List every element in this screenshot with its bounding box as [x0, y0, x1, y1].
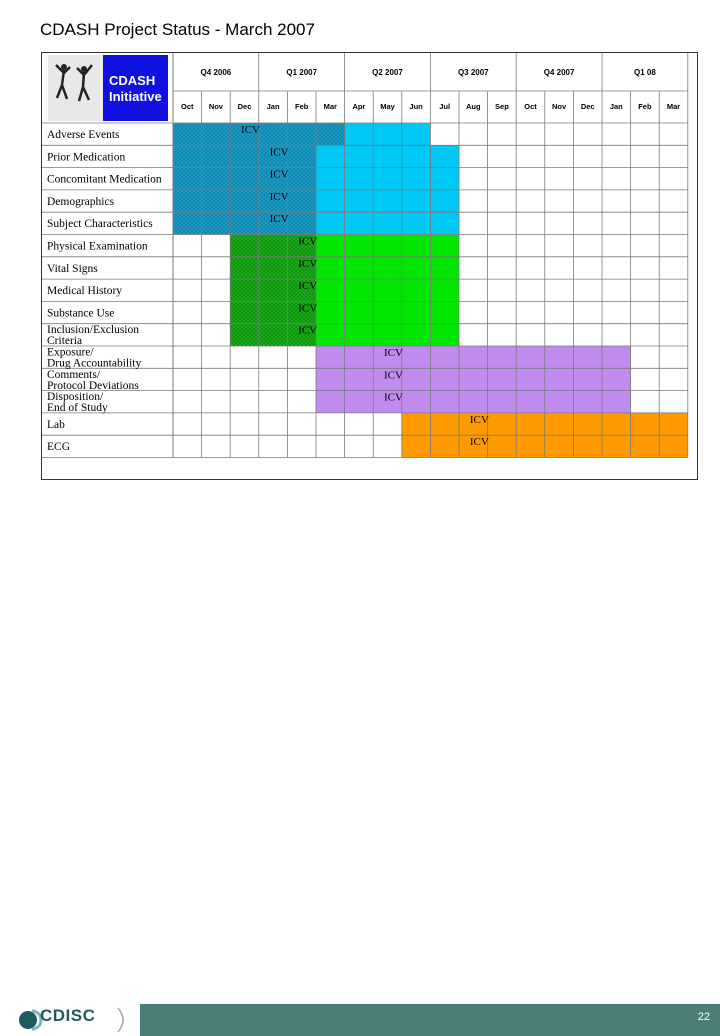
row-label: Prior Medication [47, 151, 126, 164]
status-cell [373, 123, 402, 145]
icv-marker: ICV [384, 347, 403, 359]
status-cell [545, 391, 574, 413]
quarter-label: Q1 2007 [286, 68, 318, 77]
status-cell [430, 168, 459, 190]
status-cell [287, 212, 316, 234]
status-cell [316, 279, 345, 301]
status-cell [202, 145, 231, 167]
status-cell [316, 212, 345, 234]
month-label: Feb [295, 102, 309, 111]
status-cell [402, 391, 431, 413]
status-cell [345, 212, 374, 234]
status-cell [373, 324, 402, 346]
month-label: Nov [208, 102, 223, 111]
month-label: Jan [266, 102, 280, 111]
row-label-line2: Drug Accountability [47, 357, 142, 370]
row-label: Inclusion/Exclusion [47, 324, 139, 337]
status-cell [545, 346, 574, 368]
status-cell [602, 435, 631, 457]
row-label: Adverse Events [47, 129, 120, 141]
status-cell [202, 123, 231, 145]
status-cell [373, 301, 402, 323]
status-chart [41, 52, 698, 480]
icv-marker: ICV [298, 302, 318, 315]
status-cell [488, 346, 517, 368]
status-cell [402, 235, 431, 257]
status-cell [573, 435, 602, 457]
status-cell [259, 324, 288, 346]
month-label: Mar [666, 102, 681, 111]
status-cell [459, 391, 488, 413]
status-cell [259, 123, 288, 145]
logo-line1: CDASH [109, 73, 156, 88]
status-cell [345, 235, 374, 257]
status-cell [345, 123, 374, 145]
status-cell [316, 257, 345, 279]
icv-marker: ICV [298, 324, 318, 337]
status-cell [545, 368, 574, 390]
status-cell [631, 435, 660, 457]
status-cell [430, 257, 459, 279]
footer [0, 496, 720, 1025]
row-label: Concomitant Medication [47, 173, 162, 186]
status-cell [230, 257, 259, 279]
status-cell [516, 435, 545, 457]
row-label: Physical Examination [47, 240, 148, 253]
icv-marker: ICV [469, 436, 489, 449]
month-label: Oct [524, 102, 537, 111]
brand-name: CDISC [40, 1006, 96, 1025]
cdash-logo [48, 55, 168, 121]
status-cell [602, 368, 631, 390]
status-cell [230, 235, 259, 257]
status-cell [373, 212, 402, 234]
status-cell [430, 413, 459, 435]
status-cell [659, 413, 688, 435]
status-cell [316, 324, 345, 346]
month-label: Sep [495, 102, 509, 111]
logo-line2: Initiative [109, 89, 162, 104]
status-cell [287, 123, 316, 145]
status-cell [430, 301, 459, 323]
status-cell [402, 346, 431, 368]
status-cell [545, 435, 574, 457]
quarter-label: Q2 2007 [372, 68, 403, 77]
status-cell [402, 257, 431, 279]
status-cell [345, 391, 374, 413]
row-label: Demographics [47, 195, 115, 208]
status-cell [316, 391, 345, 413]
page-number: 22 [697, 1011, 710, 1023]
status-cell [230, 190, 259, 212]
status-cell [430, 435, 459, 457]
status-cell [316, 168, 345, 190]
status-cell [316, 145, 345, 167]
icv-marker: ICV [269, 168, 289, 181]
month-label: May [380, 102, 395, 111]
status-cell [230, 145, 259, 167]
row-label: Vital Signs [47, 262, 98, 275]
status-cell [173, 145, 202, 167]
status-cell [287, 145, 316, 167]
month-label: Apr [352, 102, 366, 111]
status-cell [516, 368, 545, 390]
status-cell [373, 168, 402, 190]
row-label: Disposition/ [47, 391, 104, 404]
status-cell [345, 279, 374, 301]
status-cell [373, 145, 402, 167]
row-label: Comments/ [47, 368, 101, 381]
icv-marker: ICV [384, 391, 403, 404]
status-cell [173, 212, 202, 234]
status-cell [402, 168, 431, 190]
icv-marker: ICV [469, 413, 489, 426]
quarter-label: Q4 2007 [543, 68, 575, 77]
status-cell [345, 168, 374, 190]
month-label: Aug [466, 102, 481, 111]
month-label: Feb [638, 102, 652, 111]
row-label: Subject Characteristics [47, 218, 153, 231]
status-cell [573, 346, 602, 368]
row-label: Lab [47, 418, 65, 431]
row-label: Substance Use [47, 307, 115, 320]
status-cell [202, 190, 231, 212]
status-cell [602, 346, 631, 368]
status-cell [316, 368, 345, 390]
status-cell [373, 257, 402, 279]
month-label: Jul [439, 102, 451, 111]
status-cell [602, 413, 631, 435]
status-cell [402, 368, 431, 390]
status-cell [402, 435, 431, 457]
status-cell [373, 190, 402, 212]
status-cell [373, 235, 402, 257]
status-cell [287, 190, 316, 212]
status-cell [459, 346, 488, 368]
status-cell [230, 324, 259, 346]
status-cell [631, 413, 660, 435]
month-label: Oct [181, 102, 194, 111]
icv-marker: ICV [298, 280, 318, 293]
row-label: Medical History [47, 285, 123, 298]
status-cell [488, 391, 517, 413]
status-cell [259, 301, 288, 323]
month-label: Jan [609, 102, 623, 111]
status-cell [430, 279, 459, 301]
status-cell [402, 324, 431, 346]
status-cell [259, 257, 288, 279]
status-cell [573, 368, 602, 390]
status-cell [316, 190, 345, 212]
status-cell [488, 368, 517, 390]
quarter-label: Q3 2007 [457, 68, 489, 77]
status-cell [402, 190, 431, 212]
status-cell [430, 190, 459, 212]
status-cell [316, 346, 345, 368]
status-cell [402, 413, 431, 435]
status-cell [345, 145, 374, 167]
status-cell [573, 391, 602, 413]
status-cell [430, 346, 459, 368]
status-cell [230, 168, 259, 190]
row-label-line2: Criteria [47, 335, 83, 348]
status-cell [259, 279, 288, 301]
row-label-line2: Protocol Deviations [47, 379, 139, 392]
status-cell [345, 257, 374, 279]
status-cell [173, 123, 202, 145]
status-cell [573, 413, 602, 435]
status-cell [430, 391, 459, 413]
row-label-line2: End of Study [47, 402, 108, 415]
status-cell [345, 368, 374, 390]
status-cell [173, 168, 202, 190]
status-cell [602, 391, 631, 413]
row-label: Exposure/ [47, 346, 94, 359]
status-cell [402, 123, 431, 145]
status-cell [345, 190, 374, 212]
status-cell [402, 145, 431, 167]
status-cell [516, 346, 545, 368]
status-cell [202, 168, 231, 190]
status-cell [488, 435, 517, 457]
status-cell [516, 413, 545, 435]
status-cell [459, 368, 488, 390]
status-cell [430, 212, 459, 234]
status-cell [516, 391, 545, 413]
icv-marker: ICV [269, 213, 289, 226]
status-cell [230, 212, 259, 234]
status-cell [173, 190, 202, 212]
status-cell [259, 235, 288, 257]
status-cell [287, 168, 316, 190]
month-label: Dec [580, 102, 595, 111]
status-cell [373, 279, 402, 301]
month-label: Dec [237, 102, 252, 111]
status-cell [430, 324, 459, 346]
status-cell [230, 279, 259, 301]
row-label: ECG [47, 441, 70, 454]
icv-marker: ICV [298, 257, 318, 270]
month-label: Mar [323, 102, 337, 111]
icv-marker: ICV [269, 146, 289, 159]
icv-marker: ICV [298, 235, 318, 248]
footer-bar [140, 1004, 720, 1036]
status-cell [345, 301, 374, 323]
month-label: Jun [409, 102, 423, 111]
status-cell [402, 212, 431, 234]
status-cell [402, 301, 431, 323]
status-cell [345, 324, 374, 346]
month-label: Nov [552, 102, 567, 111]
status-cell [430, 145, 459, 167]
quarter-label: Q4 2006 [200, 68, 232, 77]
status-cell [430, 368, 459, 390]
status-cell [402, 279, 431, 301]
status-cell [316, 235, 345, 257]
chart-svg [42, 53, 697, 479]
page-title: CDASH Project Status - March 2007 [40, 20, 315, 39]
quarter-label: Q1 08 [634, 68, 656, 77]
status-cell [316, 301, 345, 323]
status-cell [230, 301, 259, 323]
status-cell [345, 346, 374, 368]
status-cell [488, 413, 517, 435]
status-cell [316, 123, 345, 145]
status-cell [202, 212, 231, 234]
status-cell [659, 435, 688, 457]
status-cell [430, 235, 459, 257]
icv-marker: ICV [241, 124, 260, 136]
icv-marker: ICV [269, 190, 289, 203]
icv-marker: ICV [384, 369, 403, 382]
status-cell [545, 413, 574, 435]
